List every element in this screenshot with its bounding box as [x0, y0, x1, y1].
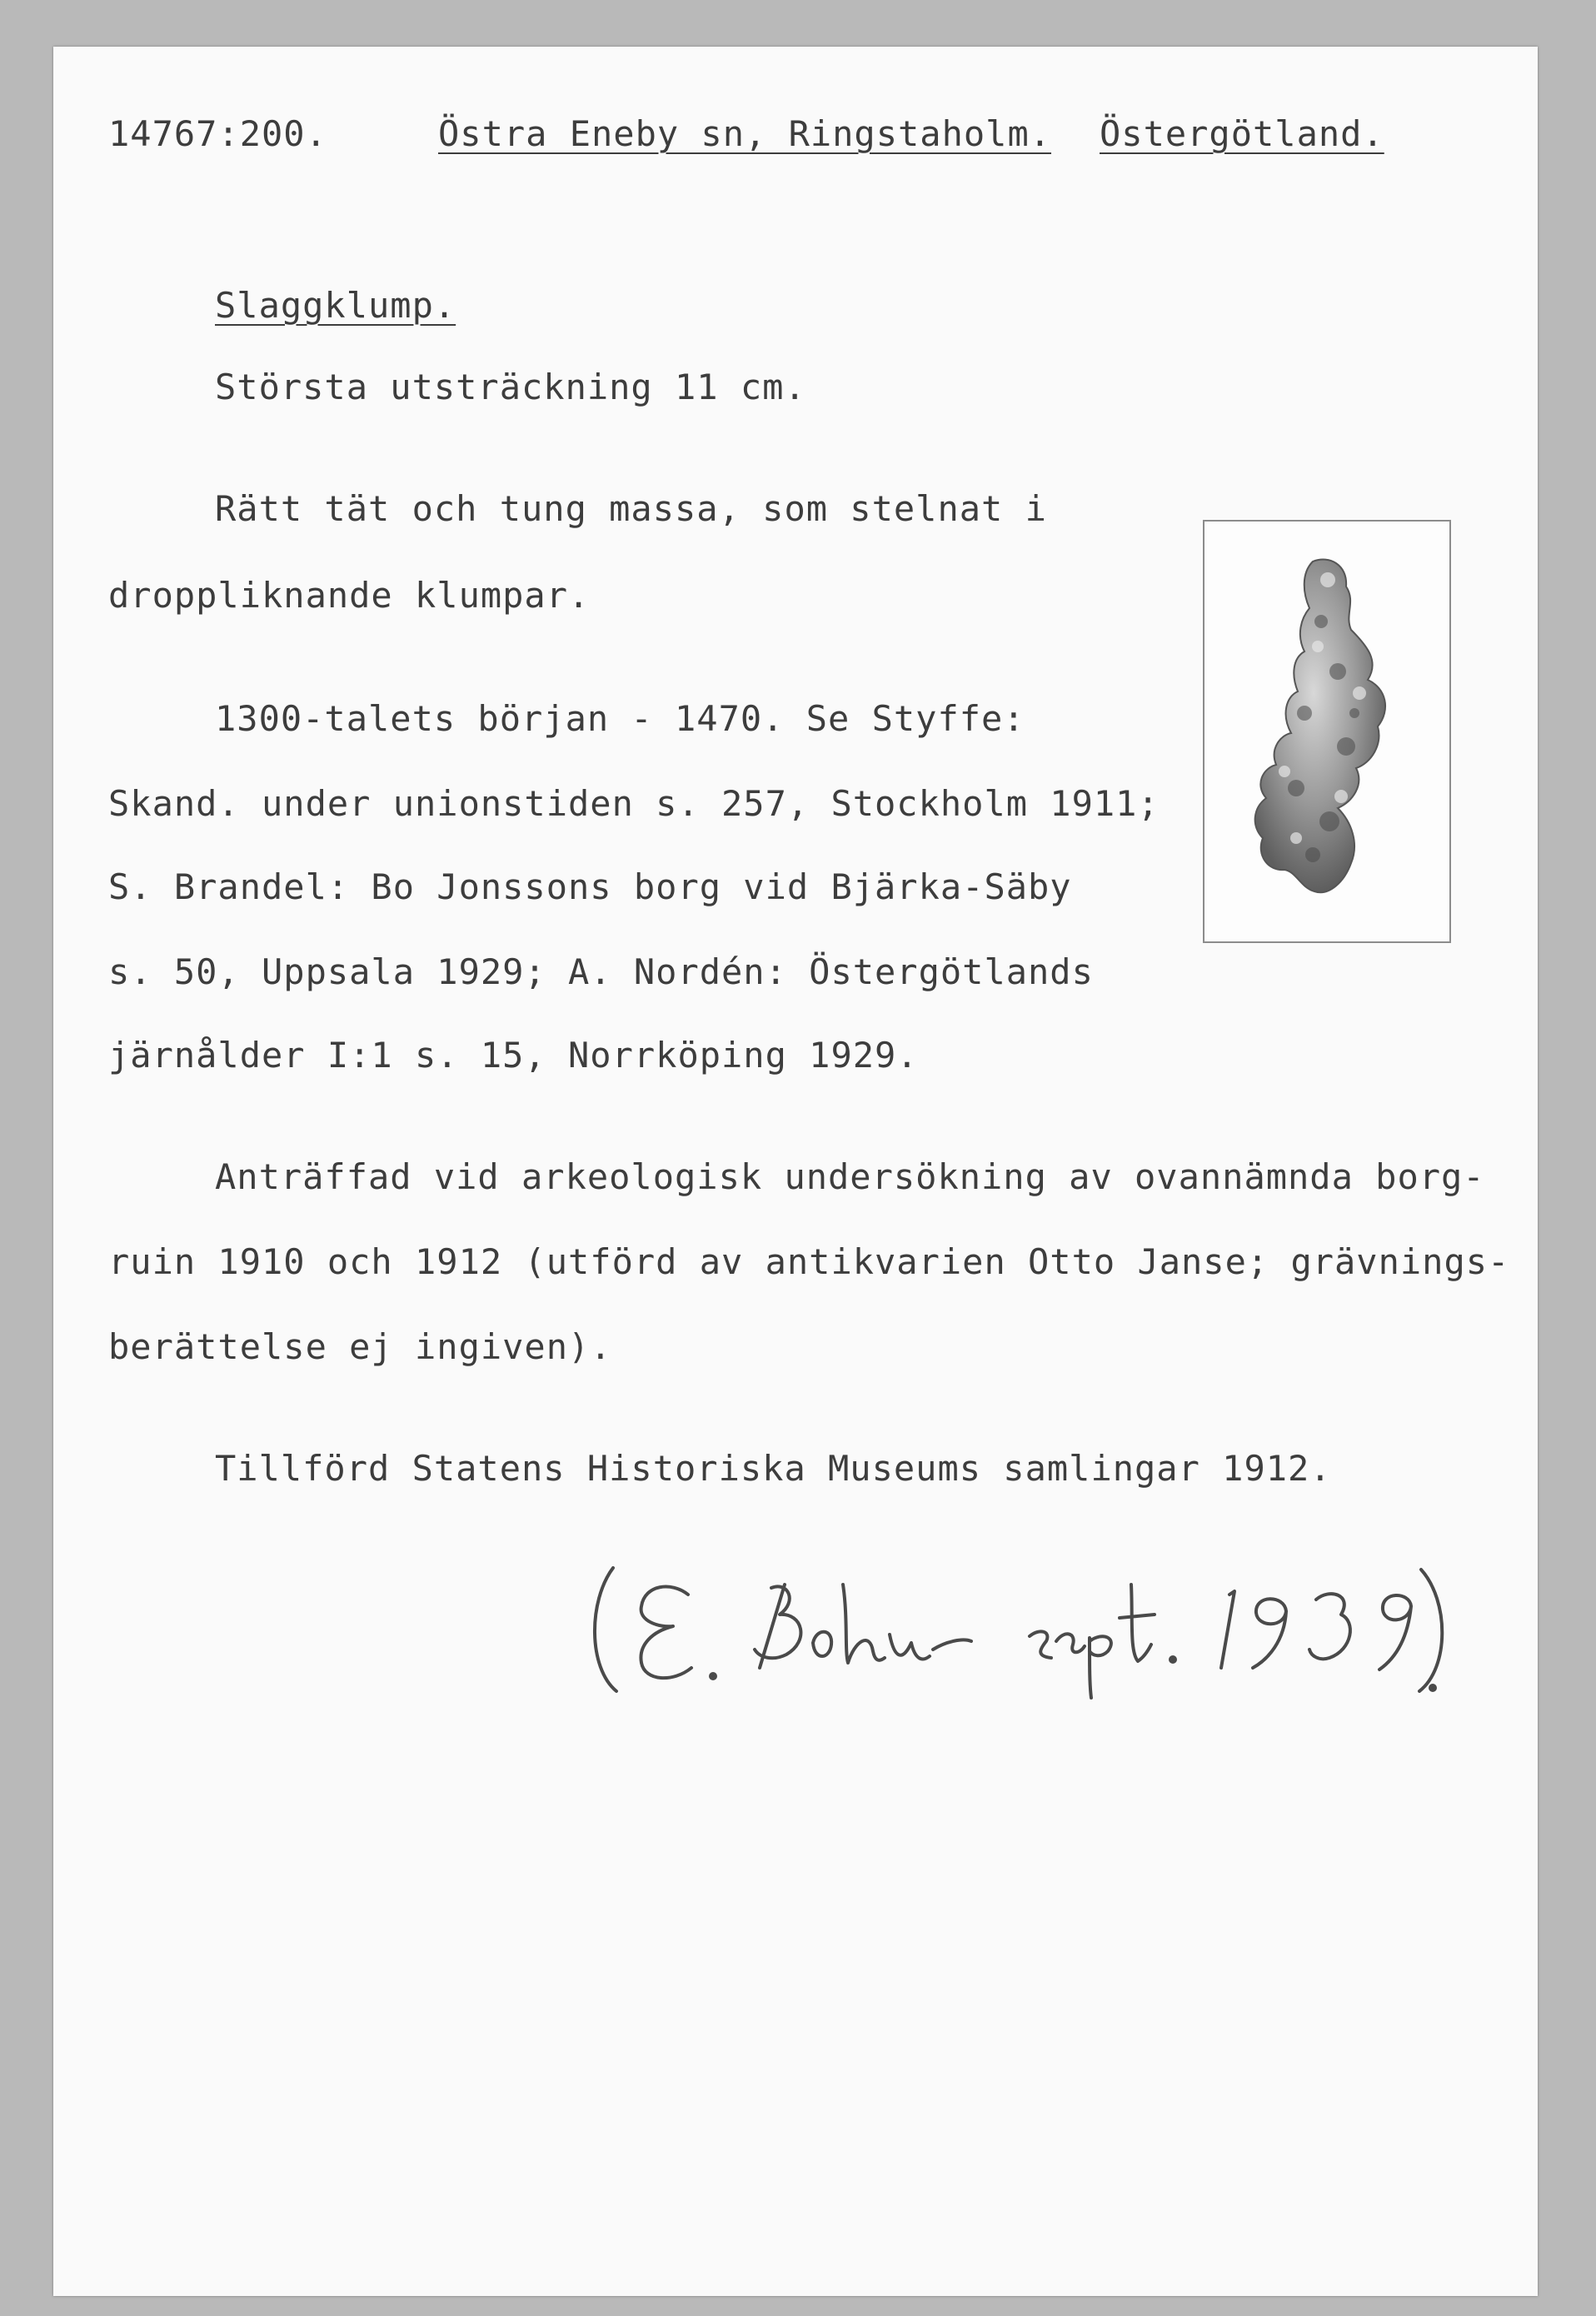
signature-drawing — [580, 1551, 1463, 1701]
find-line-1: Anträffad vid arkeologisk undersökning av ovannämnda borg- — [215, 1156, 1485, 1197]
description-line-1: Rätt tät och tung massa, som stelnat i — [215, 488, 1047, 529]
dating-line-4: s. 50, Uppsala 1929; A. Nordén: Östergötlands — [108, 951, 1094, 992]
province: Östergötland. — [1100, 113, 1384, 154]
find-line-2: ruin 1910 och 1912 (utförd av antikvarien Otto Janse; grävnings- — [108, 1241, 1510, 1282]
slag-lump-image — [1204, 522, 1449, 941]
find-location: Östra Eneby sn, Ringstaholm. — [438, 113, 1052, 154]
dating-line-1: 1300-talets början - 1470. Se Styffe: — [215, 698, 1025, 739]
catalog-number: 14767:200. — [108, 113, 327, 154]
acquisition-line: Tillförd Statens Historiska Museums samlingar 1912. — [215, 1448, 1332, 1489]
object-photograph — [1203, 520, 1451, 943]
description-line-2: droppliknande klumpar. — [108, 575, 591, 616]
dating-line-5: järnålder I:1 s. 15, Norrköping 1929. — [108, 1035, 919, 1076]
object-measure: Största utsträckning 11 cm. — [215, 367, 806, 407]
handwritten-signature — [580, 1551, 1463, 1701]
dating-line-2: Skand. under unionstiden s. 257, Stockholm 1911; — [108, 783, 1160, 824]
dating-line-3: S. Brandel: Bo Jonssons borg vid Bjärka-Säby — [108, 866, 1072, 907]
find-line-3: berättelse ej ingiven). — [108, 1326, 612, 1367]
object-title: Slaggklump. — [215, 285, 456, 326]
catalog-card — [53, 47, 1538, 2296]
